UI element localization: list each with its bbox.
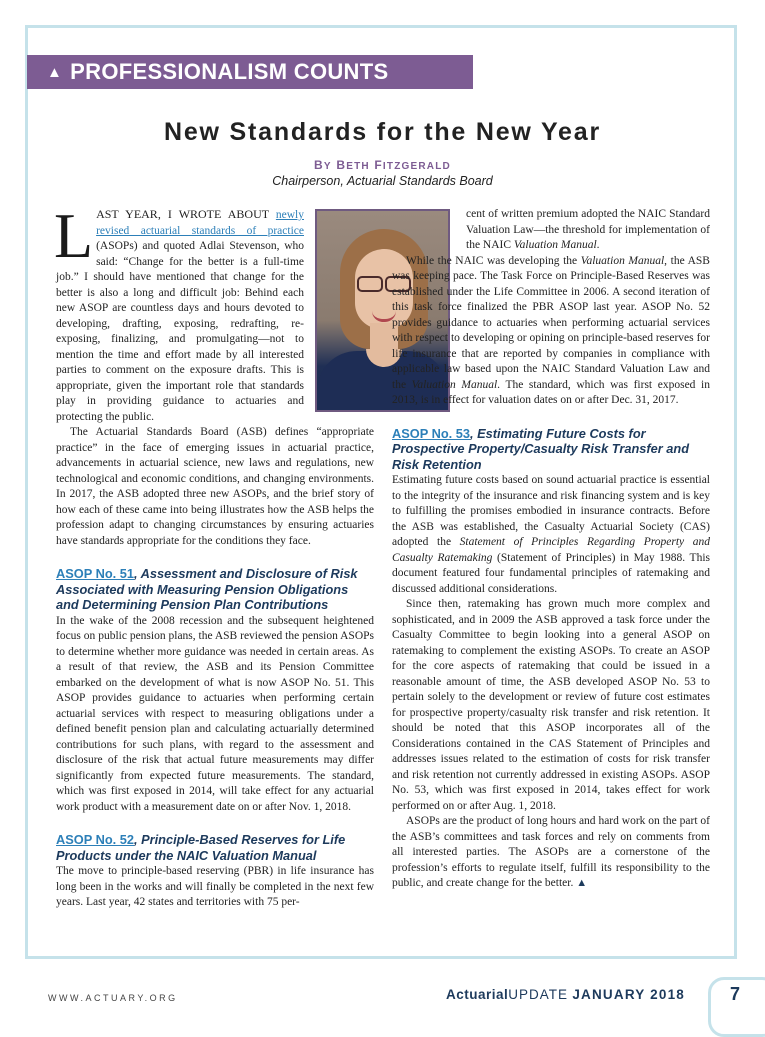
byline: BY BETH FITZGERALD (314, 158, 451, 172)
right-column (392, 207, 710, 892)
asop51-link[interactable]: ASOP No. 51 (56, 566, 134, 581)
asop52-heading: ASOP No. 52, Principle-Based Reserves for Life Products under the NAIC Valuation Manual (56, 832, 346, 863)
asop-article-link[interactable]: newly revised actuarial standards of practice (96, 209, 304, 237)
asop53-paragraph-1: Estimating future costs based on sound actuarial practice is essential to the integrity of the insurance and risk financing system and is key to fulfilling the promises embodied in insurance contracts. Before the ASB was established, the Casualty Actuarial Society (CAS) adopted the Statement of Principles Regarding Property and Casualty Ratemaking (Statement of Principles) in May 1988. This document featured four fundamental principles of ratemaking and discussed additional considerations. (392, 474, 710, 595)
asop52-link[interactable]: ASOP No. 52 (56, 832, 134, 847)
paragraph-asb-defines: The Actuarial Standards Board (ASB) defines “appropriate practice” in the face of emerging issues in actuarial practice, advancements in actuarial science, new laws and regulations, new technological and economic conditions, and changing environments. In 2017, the ASB adopted three new ASOPs, and the brief story of how each of these came into being illustrates how the ASB helps the profession adapt to changing circumstances by ensuring actuaries have standards appropriate for the conditions they face. (56, 426, 374, 547)
footer-url[interactable]: WWW.ACTUARY.ORG (48, 993, 178, 1003)
page-number: 7 (730, 984, 741, 1004)
footer-publication: ActuarialUPDATE JANUARY 2018 (446, 987, 686, 1002)
article-title: New Standards for the New Year (164, 118, 601, 146)
section-banner (27, 55, 473, 89)
banner-text: PROFESSIONALISM COUNTS (70, 59, 389, 84)
intro-paragraph: LAST YEAR, I WROTE ABOUT newly revised actuarial standards of practice (ASOPs) and quoted Adlai Stevenson, who said: “Change for the better is a full-time job.” I should have mentioned that change for the better is also a long and difficult job: Behind each new ASOP are countless days and hours devoted to developing, drafting, exposing, redrafting, re-exposing, finalizing, and promulgating—not to mention the time and effort made by all interested parties to comment on the exposure drafts. This is appropriate, given the important role that standards play in providing guidance to actuaries and protecting the public. (54, 200, 304, 423)
closing-paragraph: ASOPs are the product of long hours and hard work on the part of the ASB’s committees and task forces and rely on comments from all interested parties. The ASOPs are a cornerstone of the profession’s efforts to regulate itself, fulfill its responsibility to the public, and create change for the better. ▲ (392, 815, 710, 889)
asop53-paragraph-2: Since then, ratemaking has grown much more complex and sophisticated, and in 2009 the ASB approved a task force under the Casualty Committee to begin looking into a general ASOP on ratemaking to complement the existing ASOPs. To create an ASOP for the core aspects of ratemaking that could be issued in a reasonable amount of time, the ASB developed ASOP No. 53 to pertain solely to the development or review of future cost estimates for prospective property/casualty risk transfer and risk retention. It should be noted that this ASOP incorporates all of the Considerations contained in the CAS Statement of Principles and addresses issues related to the estimation of costs for risk transfer and risk retention not currently addressed in existing ASOPs. ASOP No. 53, which was first exposed in 2014, takes effect for work performed on or after Aug. 1, 2018. (392, 598, 710, 812)
asop53-link[interactable]: ASOP No. 53 (392, 425, 470, 441)
asop51-paragraph: In the wake of the 2008 recession and the subsequent heightened focus on public pension plans, the ASB reviewed the pension ASOPs to determine whether more guidance was needed in certain areas. As a result of that review, the ASB and its Pension Committee embarked on the development of what is now ASOP No. 51. This ASOP provides guidance to actuaries when performing certain actuarial services with respect to measuring obligations under a defined benefit pension plan and calculating actuarially determined contributions for such plans, with regard to the assessment and disclosure of the risk that actual future measurements may differ significantly from expected future measurements. The standard, which was first exposed in 2014, will take effect for any actuarial work product with a measurement date on or after Nov. 1, 2018. (56, 614, 374, 813)
author-role: Chairperson, Actuarial Standards Board (272, 174, 493, 188)
asop52-paragraph: The move to principle-based reserving (PBR) in life insurance has long been in the works and will finally be completed in the next few years. Last year, 42 states and territories with 75 per- (56, 865, 374, 908)
drop-cap: L (54, 200, 94, 271)
asop53-heading: ASOP No. 53, Estimating Future Costs for Prospective Property/Casualty Risk Transfer and Risk Retention (392, 425, 690, 472)
paragraph-naic-dev: While the NAIC was developing the Valuation Manual, the ASB was keeping pace. The Task Force on Principle-Based Reserves was established under the Life Committee in 2006. A second iteration of this task force finalized the PBR ASOP last year. ASOP No. 52 provides guidance to actuaries when performing actuarial services with respect to developing or opining on principle-based reserves for life insurance that are reported by companies in compliance with applicable law based upon the NAIC Standard Valuation Law and the Valuation Manual. The standard, which was first exposed in 2013, is in effect for valuation dates on or after Dec. 31, 2017. (392, 254, 710, 406)
triangle-end-icon: ▲ (576, 877, 588, 889)
asop51-heading: ASOP No. 51, Assessment and Disclosure of Risk Associated with Measuring Pension Obligations and Determining Pension Plan Contributions (56, 566, 358, 612)
triangle-logo-icon: ▲ (47, 64, 63, 81)
asop52-continued: cent of written premium adopted the NAIC Standard Valuation Law—the threshold for implementation of the NAIC Valuation Manual. (466, 208, 710, 251)
